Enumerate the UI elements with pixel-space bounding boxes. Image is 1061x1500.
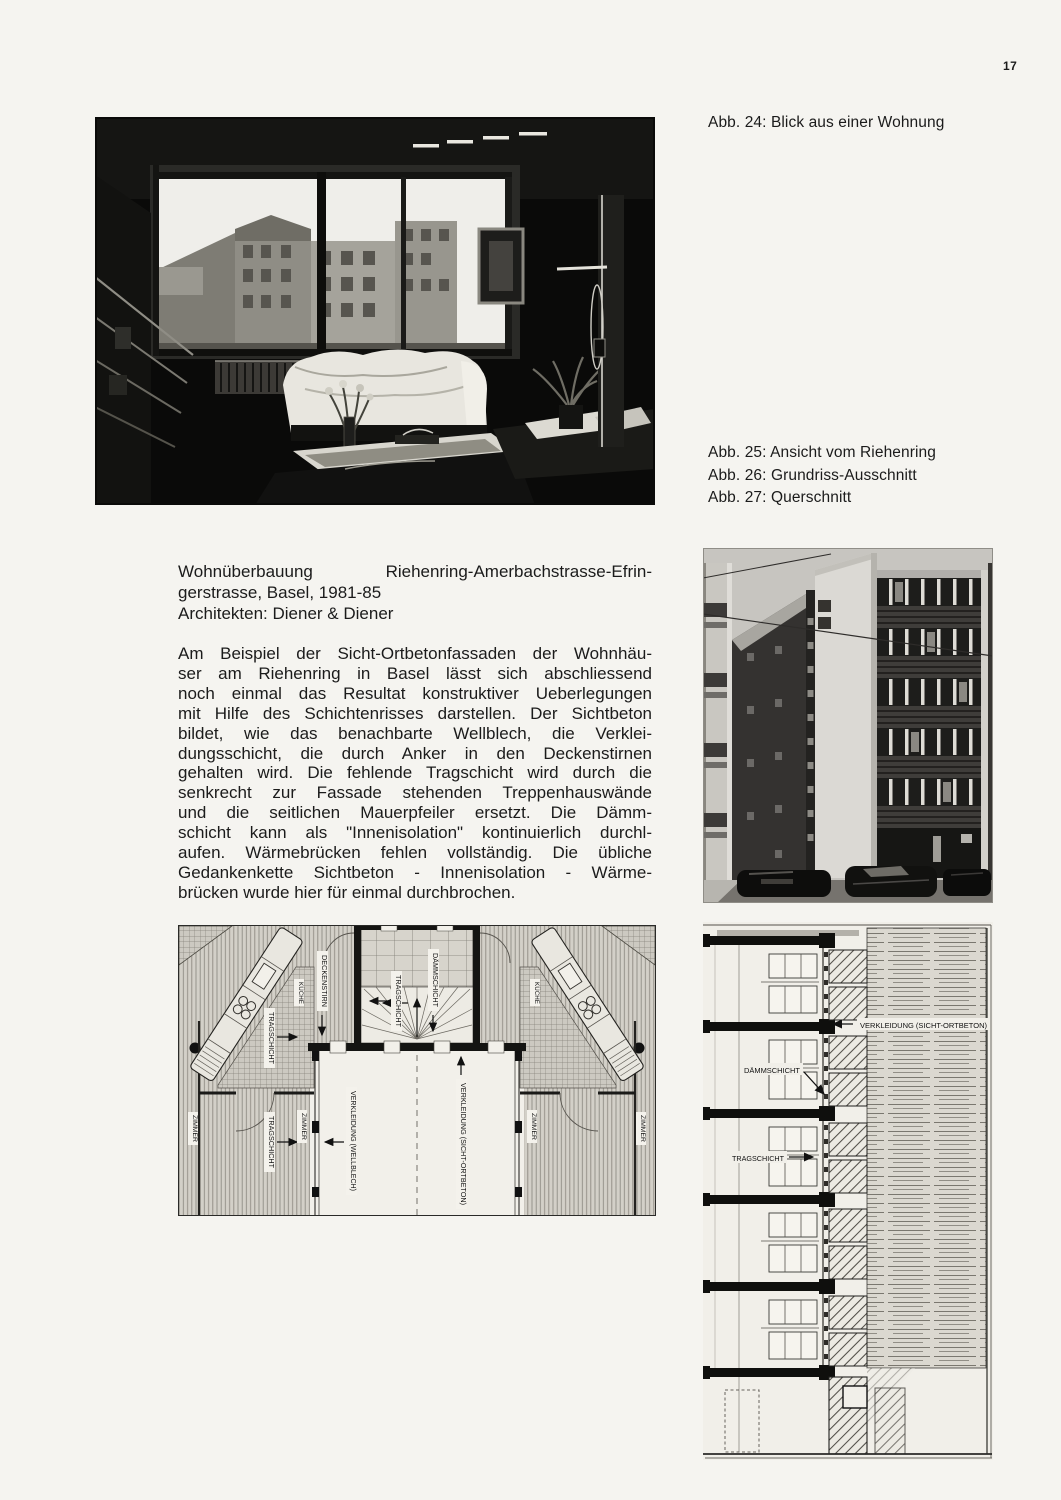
caption-abb27: Abb. 27: Querschnitt — [708, 489, 852, 506]
label-tragschicht-stair: TRAGSCHICHT — [394, 975, 401, 1026]
label-kueche: KÜCHE — [297, 982, 305, 1005]
body-line: und die seitlichen Mauerpfeiler ersetzt. Die Dämm- — [178, 803, 652, 823]
label-zimmer: ZIMMER — [191, 1115, 198, 1141]
body-line: brücken wurde hier für einmal durchbrochen. — [178, 882, 516, 902]
right-pilaster — [981, 570, 988, 903]
label-tragschicht-kitchen: TRAGSCHICHT — [267, 1012, 274, 1063]
body-line: Gedankenkette Sichtbeton - Innenisolation - Wärme- — [178, 862, 652, 882]
label-verkleidung-wellblech: VERKLEIDUNG (WELLBLECH) — [349, 1091, 356, 1191]
label-zimmer: ZIMMER — [639, 1115, 646, 1141]
label-verkleidung-sichtbeton: VERKLEIDUNG (SICHT-ORTBETON) — [459, 1083, 466, 1202]
caption-abb26: Abb. 26: Grundriss-Ausschnitt — [708, 466, 917, 484]
interior-photo — [95, 117, 655, 505]
concrete-texture — [867, 928, 986, 1368]
street-facade — [877, 570, 981, 878]
label-daemmschicht: DÄMMSCHICHT — [744, 1066, 801, 1075]
label-zimmer: ZIMMER — [530, 1113, 537, 1139]
project-name: Wohnüberbauung — [178, 562, 313, 581]
body-line: gehalten wird. Die fehlende Tragschicht wird durch die — [178, 763, 652, 783]
project-street: Riehenring-Amerbachstrasse-Efrin- — [385, 562, 652, 581]
label-deckenstirn: DECKENSTIRN — [320, 955, 327, 1006]
caption-abb24: Abb. 24: Blick aus einer Wohnung — [708, 114, 945, 131]
body-line: noch einmal das Resultat konstruktiver Ueberlegungen — [178, 683, 652, 703]
page-number: 17 — [1003, 59, 1018, 73]
building-photo — [703, 548, 993, 903]
article — [178, 561, 652, 903]
body-line: schicht kann als "Innenisolation" kontinuierlich durchl- — [178, 823, 652, 843]
label-tragschicht: TRAGSCHICHT — [732, 1154, 785, 1163]
label-zimmer: ZIMMER — [300, 1113, 307, 1139]
article-body — [178, 644, 652, 903]
body-line: mit Hilfe des Schichtenrisses darstellen. Der Sichtbeton — [178, 703, 652, 723]
body-line: bildet, wie das benachbarte Wellblech, die Verklei- — [178, 723, 652, 743]
caption-abb25: Abb. 25: Ansicht vom Riehenring — [708, 444, 936, 461]
body-line: dungsschicht, die durch Anker in den Deckenstirnen — [178, 743, 652, 763]
concrete-stair-tower — [815, 553, 877, 878]
picture-frame — [479, 229, 523, 303]
street-with-cars — [703, 866, 993, 903]
window-city-view — [150, 165, 520, 359]
cross-section-drawing — [703, 922, 993, 1460]
label-daemmschicht: DÄMMSCHICHT — [431, 953, 438, 1006]
body-line: aufen. Wärmebrücken fehlen vollständig. Die übliche — [178, 843, 652, 863]
article-title-line3: Architekten: Diener & Diener — [178, 604, 394, 623]
article-title-line1 — [178, 561, 652, 582]
label-kueche: KÜCHE — [533, 982, 541, 1005]
body-line: senkrecht zur Fassade stehenden Treppenhauswände — [178, 783, 652, 803]
body-line: Am Beispiel der Sicht-Ortbetonfassaden der Wohnhäu- — [178, 644, 652, 663]
label-tragschicht-room: TRAGSCHICHT — [267, 1116, 274, 1167]
shaded-facade — [732, 590, 815, 903]
body-line: ser am Riehenring in Basel lässt sich abschliessend — [178, 663, 652, 683]
neighbour-building-left — [703, 563, 732, 903]
caption-block — [708, 442, 936, 510]
floor-plan-drawing — [178, 925, 656, 1216]
sofa — [283, 349, 487, 441]
label-verkleidung-sichtbeton: VERKLEIDUNG (SICHT-ORTBETON) — [860, 1021, 988, 1030]
article-title-line2: gerstrasse, Basel, 1981-85 — [178, 583, 382, 602]
